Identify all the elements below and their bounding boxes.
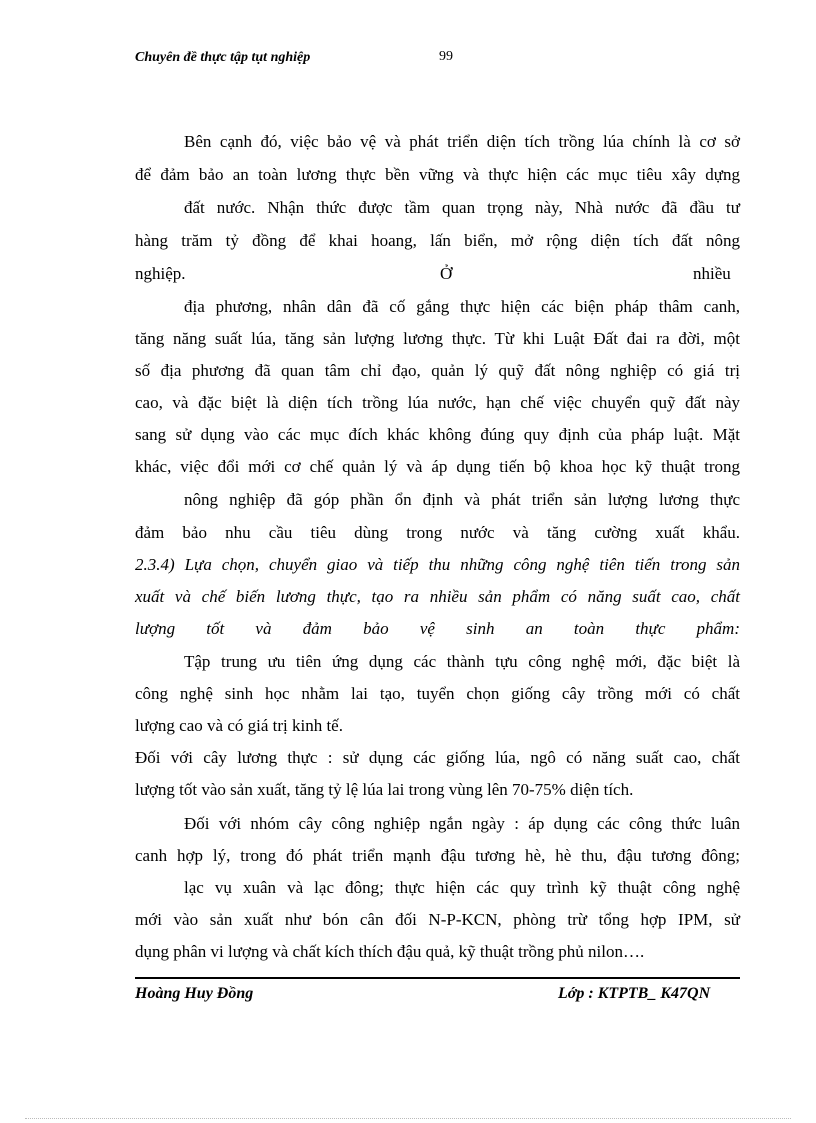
section-heading-line: 2.3.4) Lựa chọn, chuyển giao và tiếp thu những công nghệ tiên tiến trong sản <box>135 555 740 574</box>
page-number: 99 <box>439 49 453 64</box>
text-line: đảm bảo nhu cầu tiêu dùng trong nước và tăng cường xuất khẩu. <box>135 523 740 542</box>
text-line: dụng phân vi lượng và chất kích thích đậu quả, kỹ thuật trồng phủ nilon…. <box>135 942 645 961</box>
section-heading-line: xuất và chế biến lương thực, tạo ra nhiều sản phẩm có năng suất cao, chất <box>135 587 740 606</box>
text-line: khác, việc đổi mới cơ chế quản lý và áp dụng tiến bộ khoa học kỹ thuật trong <box>135 457 740 476</box>
page-header <box>0 0 816 80</box>
text-line: Tập trung ưu tiên ứng dụng các thành tựu công nghệ mới, đặc biệt là <box>184 652 740 671</box>
page-bottom-edge <box>25 1118 791 1119</box>
text-line: Đối với nhóm cây công nghiệp ngắn ngày : áp dụng các công thức luân <box>184 814 740 833</box>
footer-class: Lớp : KTPTB_ K47QN <box>558 985 711 1002</box>
document-title: Chuyên đề thực tập tụt nghiệp <box>135 50 311 65</box>
text-line: đất nước. Nhận thức được tầm quan trọng này, Nhà nước đã đầu tư <box>184 198 740 217</box>
text-line: Đối với cây lương thực : sử dụng các giống lúa, ngô có năng suất cao, chất <box>135 748 740 767</box>
text-line: lượng cao và có giá trị kinh tế. <box>135 716 343 735</box>
footer-divider <box>135 977 740 979</box>
footer-author: Hoàng Huy Đồng <box>135 985 254 1002</box>
text-line: địa phương, nhân dân đã cố gắng thực hiện các biện pháp thâm canh, <box>184 297 740 316</box>
section-heading-line: lượng tốt và đảm bảo vệ sinh an toàn thực phẩm: <box>135 619 740 638</box>
text-line: nhiều <box>693 264 731 283</box>
text-line: lạc vụ xuân và lạc đông; thực hiện các quy trình kỹ thuật công nghệ <box>184 878 740 897</box>
text-line: Ở <box>440 264 453 283</box>
text-line: Bên cạnh đó, việc bảo vệ và phát triển diện tích trồng lúa chính là cơ sở <box>184 132 740 151</box>
text-line: mới vào sản xuất như bón cân đối N-P-KCN, phòng trừ tổng hợp IPM, sử <box>135 910 740 929</box>
text-line: để đảm bảo an toàn lương thực bền vững và thực hiện các mục tiêu xây dựng <box>135 165 740 184</box>
text-line: tăng năng suất lúa, tăng sản lượng lương thực. Từ khi Luật Đất đai ra đời, một <box>135 329 740 348</box>
text-line: nông nghiệp đã góp phần ổn định và phát triển sản lượng lương thực <box>184 490 740 509</box>
text-line: sang sử dụng vào các mục đích khác không đúng quy định của pháp luật. Mặt <box>135 425 740 444</box>
text-line: canh hợp lý, trong đó phát triển mạnh đậu tương hè, hè thu, đậu tương đông; <box>135 846 740 865</box>
text-line: công nghệ sinh học nhằm lai tạo, tuyển chọn giống cây trồng mới có chất <box>135 684 740 703</box>
text-line: hàng trăm tỷ đồng để khai hoang, lấn biển, mở rộng diện tích đất nông <box>135 231 740 250</box>
text-line: cao, và đặc biệt là diện tích trồng lúa nước, hạn chế việc chuyển quỹ đất này <box>135 393 740 412</box>
text-line: nghiệp. <box>135 264 186 283</box>
text-line: số địa phương đã quan tâm chỉ đạo, quản lý quỹ đất nông nghiệp có giá trị <box>135 361 740 380</box>
text-line: lượng tốt vào sản xuất, tăng tỷ lệ lúa lai trong vùng lên 70-75% diện tích. <box>135 780 634 799</box>
